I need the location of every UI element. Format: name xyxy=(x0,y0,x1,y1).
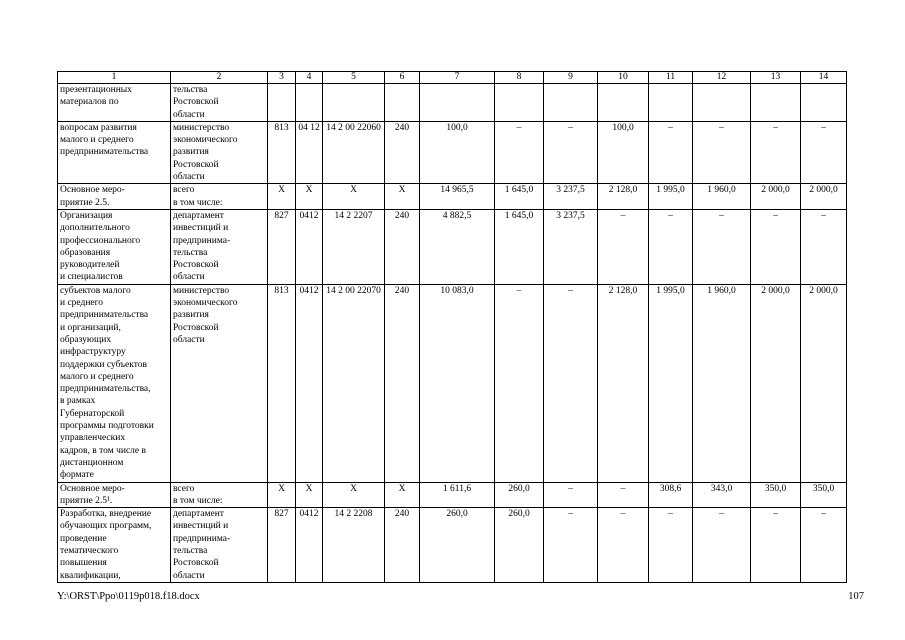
value-cell: 260,0 xyxy=(420,508,495,583)
cell-line: Ростовской xyxy=(173,97,219,108)
activity-cell xyxy=(58,482,171,508)
value-cell: – xyxy=(751,508,801,583)
value-cell: – xyxy=(649,209,693,284)
value-cell: 240 xyxy=(385,284,420,482)
value-cell: – xyxy=(598,482,649,508)
cell-line: презентационных xyxy=(60,85,132,95)
cell-line: квалификации, xyxy=(60,570,121,581)
value-cell: 14 2 00 22070 xyxy=(323,284,385,482)
value-cell: – xyxy=(751,121,801,183)
column-header: 3 xyxy=(268,72,296,84)
value-cell: Х xyxy=(268,482,296,508)
table-row xyxy=(58,284,847,482)
activity-cell xyxy=(58,184,171,210)
value-cell: 827 xyxy=(268,209,296,284)
value-cell: 1 995,0 xyxy=(649,284,693,482)
cell-line: проведение xyxy=(60,533,107,544)
cell-line: приятие 2.5¹. xyxy=(60,495,113,506)
cell-line: поддержки субъектов xyxy=(60,359,148,370)
cell-line: департамент xyxy=(173,210,224,221)
cell-line: министерство xyxy=(173,122,230,133)
table-row xyxy=(58,84,847,122)
column-header: 12 xyxy=(693,72,751,84)
column-header: 4 xyxy=(296,72,323,84)
value-cell: – xyxy=(649,121,693,183)
value-cell xyxy=(693,84,751,122)
value-cell: 2 128,0 xyxy=(598,284,649,482)
column-header: 9 xyxy=(544,72,598,84)
cell-line: в рамках xyxy=(60,396,96,407)
value-cell: Х xyxy=(323,482,385,508)
value-cell: 04 12 xyxy=(296,121,323,183)
value-cell: 1 960,0 xyxy=(693,184,751,210)
cell-line: образования xyxy=(60,247,111,258)
cell-line: тельства xyxy=(173,545,208,556)
value-cell: 2 000,0 xyxy=(751,284,801,482)
cell-line: повышения xyxy=(60,558,107,569)
column-header: 11 xyxy=(649,72,693,84)
activity-cell xyxy=(58,209,171,284)
value-cell: 827 xyxy=(268,508,296,583)
cell-line: программы подготовки xyxy=(60,421,154,432)
executor-cell xyxy=(171,482,268,508)
header-row xyxy=(58,72,847,84)
cell-line: малого и среднего xyxy=(60,135,134,146)
cell-line: и организаций, xyxy=(60,322,121,333)
cell-line: Губернаторской xyxy=(60,408,125,419)
cell-line: Основное меро- xyxy=(60,185,125,196)
value-cell xyxy=(385,84,420,122)
value-cell: 0412 xyxy=(296,209,323,284)
value-cell: – xyxy=(801,121,847,183)
value-cell: – xyxy=(693,508,751,583)
column-header: 1 xyxy=(58,72,171,84)
table-row xyxy=(58,121,847,183)
value-cell: 1 611,6 xyxy=(420,482,495,508)
value-cell: 14 2 2208 xyxy=(323,508,385,583)
cell-line: всего xyxy=(173,483,195,494)
column-header: 10 xyxy=(598,72,649,84)
table-body xyxy=(58,72,847,583)
executor-cell xyxy=(171,184,268,210)
value-cell: – xyxy=(598,508,649,583)
executor-cell xyxy=(171,284,268,482)
cell-line: предпринимательства xyxy=(60,310,149,321)
cell-line: и специалистов xyxy=(60,272,123,283)
cell-line: Основное меро- xyxy=(60,483,125,494)
cell-line: в том числе: xyxy=(173,197,223,208)
executor-cell xyxy=(171,209,268,284)
cell-line: всего xyxy=(173,185,195,196)
cell-line: и среднего xyxy=(60,298,104,309)
value-cell xyxy=(649,84,693,122)
cell-line: Ростовской xyxy=(173,159,219,170)
value-cell: 1 960,0 xyxy=(693,284,751,482)
cell-line: приятие 2.5. xyxy=(60,197,110,208)
value-cell xyxy=(268,84,296,122)
executor-cell xyxy=(171,121,268,183)
value-cell xyxy=(495,84,544,122)
value-cell xyxy=(323,84,385,122)
value-cell: 2 000,0 xyxy=(751,184,801,210)
value-cell xyxy=(296,84,323,122)
column-header: 14 xyxy=(801,72,847,84)
cell-line: области xyxy=(173,109,205,120)
value-cell: Х xyxy=(296,482,323,508)
value-cell: 14 2 00 22060 xyxy=(323,121,385,183)
cell-line: кадров, в том числе в xyxy=(60,445,146,456)
value-cell: 2 000,0 xyxy=(801,184,847,210)
value-cell: 1 645,0 xyxy=(495,209,544,284)
cell-line: тельства xyxy=(173,247,208,258)
value-cell: 4 882,5 xyxy=(420,209,495,284)
value-cell: – xyxy=(544,482,598,508)
cell-line: экономического xyxy=(173,135,238,146)
cell-line: развития xyxy=(173,310,209,321)
value-cell: 260,0 xyxy=(495,508,544,583)
cell-line: материалов по xyxy=(60,97,119,108)
column-header: 2 xyxy=(171,72,268,84)
value-cell: 14 965,5 xyxy=(420,184,495,210)
value-cell xyxy=(751,84,801,122)
value-cell: Х xyxy=(268,184,296,210)
value-cell: 350,0 xyxy=(801,482,847,508)
cell-line: области xyxy=(173,172,205,183)
file-path: Y:\ORST\Ppo\0119p018.f18.docx xyxy=(57,591,200,602)
table-row xyxy=(58,184,847,210)
column-header: 7 xyxy=(420,72,495,84)
value-cell: – xyxy=(544,284,598,482)
value-cell: Х xyxy=(323,184,385,210)
value-cell: – xyxy=(544,508,598,583)
value-cell: 0412 xyxy=(296,508,323,583)
column-header: 8 xyxy=(495,72,544,84)
value-cell: 260,0 xyxy=(495,482,544,508)
cell-line: Разработка, внедрение xyxy=(60,509,152,520)
cell-line: формате xyxy=(60,470,94,481)
activity-cell xyxy=(58,284,171,482)
table-row xyxy=(58,482,847,508)
value-cell xyxy=(801,84,847,122)
cell-line: субъектов малого xyxy=(60,285,131,296)
cell-line: вопросам развития xyxy=(60,122,137,133)
cell-line: образующих xyxy=(60,334,112,345)
page-number: 107 xyxy=(848,591,864,602)
value-cell: Х xyxy=(385,184,420,210)
value-cell: – xyxy=(693,209,751,284)
value-cell: 2 128,0 xyxy=(598,184,649,210)
value-cell: 240 xyxy=(385,508,420,583)
cell-line: области xyxy=(173,272,205,283)
cell-line: обучающих программ, xyxy=(60,521,152,532)
value-cell: 10 083,0 xyxy=(420,284,495,482)
value-cell: – xyxy=(495,284,544,482)
executor-cell xyxy=(171,84,268,122)
cell-line: предпринима- xyxy=(173,533,231,544)
value-cell: Х xyxy=(385,482,420,508)
value-cell: – xyxy=(693,121,751,183)
value-cell: 813 xyxy=(268,284,296,482)
column-header: 13 xyxy=(751,72,801,84)
cell-line: предпринимательства xyxy=(60,147,149,158)
value-cell: 813 xyxy=(268,121,296,183)
value-cell: – xyxy=(649,508,693,583)
cell-line: Ростовской xyxy=(173,322,219,333)
cell-line: предпринима- xyxy=(173,235,231,246)
value-cell: 100,0 xyxy=(598,121,649,183)
cell-line: Ростовской xyxy=(173,260,219,271)
value-cell: 1 995,0 xyxy=(649,184,693,210)
activity-cell xyxy=(58,508,171,583)
value-cell: 240 xyxy=(385,209,420,284)
cell-line: дополнительного xyxy=(60,223,130,234)
value-cell: – xyxy=(544,121,598,183)
cell-line: тельства xyxy=(173,85,208,95)
cell-line: инвестиций и xyxy=(173,521,229,532)
value-cell: 3 237,5 xyxy=(544,184,598,210)
cell-line: тематического xyxy=(60,545,119,556)
value-cell: 350,0 xyxy=(751,482,801,508)
value-cell: Х xyxy=(296,184,323,210)
value-cell: – xyxy=(598,209,649,284)
column-header: 6 xyxy=(385,72,420,84)
value-cell: – xyxy=(751,209,801,284)
value-cell xyxy=(420,84,495,122)
cell-line: области xyxy=(173,570,205,581)
value-cell: – xyxy=(801,508,847,583)
value-cell: 1 645,0 xyxy=(495,184,544,210)
value-cell: 240 xyxy=(385,121,420,183)
value-cell: 0412 xyxy=(296,284,323,482)
cell-line: экономического xyxy=(173,298,238,309)
value-cell xyxy=(544,84,598,122)
cell-line: министерство xyxy=(173,285,230,296)
cell-line: области xyxy=(173,334,205,345)
cell-line: профессионального xyxy=(60,235,141,246)
cell-line: в том числе: xyxy=(173,495,223,506)
value-cell: 2 000,0 xyxy=(801,284,847,482)
executor-cell xyxy=(171,508,268,583)
cell-line: малого и среднего xyxy=(60,371,134,382)
value-cell: 3 237,5 xyxy=(544,209,598,284)
cell-line: инфраструктуру xyxy=(60,347,126,358)
value-cell: 100,0 xyxy=(420,121,495,183)
cell-line: Организация xyxy=(60,210,113,221)
cell-line: инвестиций и xyxy=(173,223,229,234)
table-row xyxy=(58,508,847,583)
table-row xyxy=(58,209,847,284)
value-cell: 14 2 2207 xyxy=(323,209,385,284)
cell-line: департамент xyxy=(173,509,224,520)
value-cell: 343,0 xyxy=(693,482,751,508)
budget-table xyxy=(57,71,847,583)
cell-line: дистанционном xyxy=(60,457,124,468)
cell-line: предпринимательства, xyxy=(60,384,151,395)
cell-line: развития xyxy=(173,147,209,158)
value-cell: – xyxy=(801,209,847,284)
value-cell: 308,6 xyxy=(649,482,693,508)
cell-line: управленческих xyxy=(60,433,126,444)
value-cell: – xyxy=(495,121,544,183)
activity-cell xyxy=(58,84,171,122)
column-header: 5 xyxy=(323,72,385,84)
value-cell xyxy=(598,84,649,122)
cell-line: руководителей xyxy=(60,260,120,271)
activity-cell xyxy=(58,121,171,183)
cell-line: Ростовской xyxy=(173,558,219,569)
